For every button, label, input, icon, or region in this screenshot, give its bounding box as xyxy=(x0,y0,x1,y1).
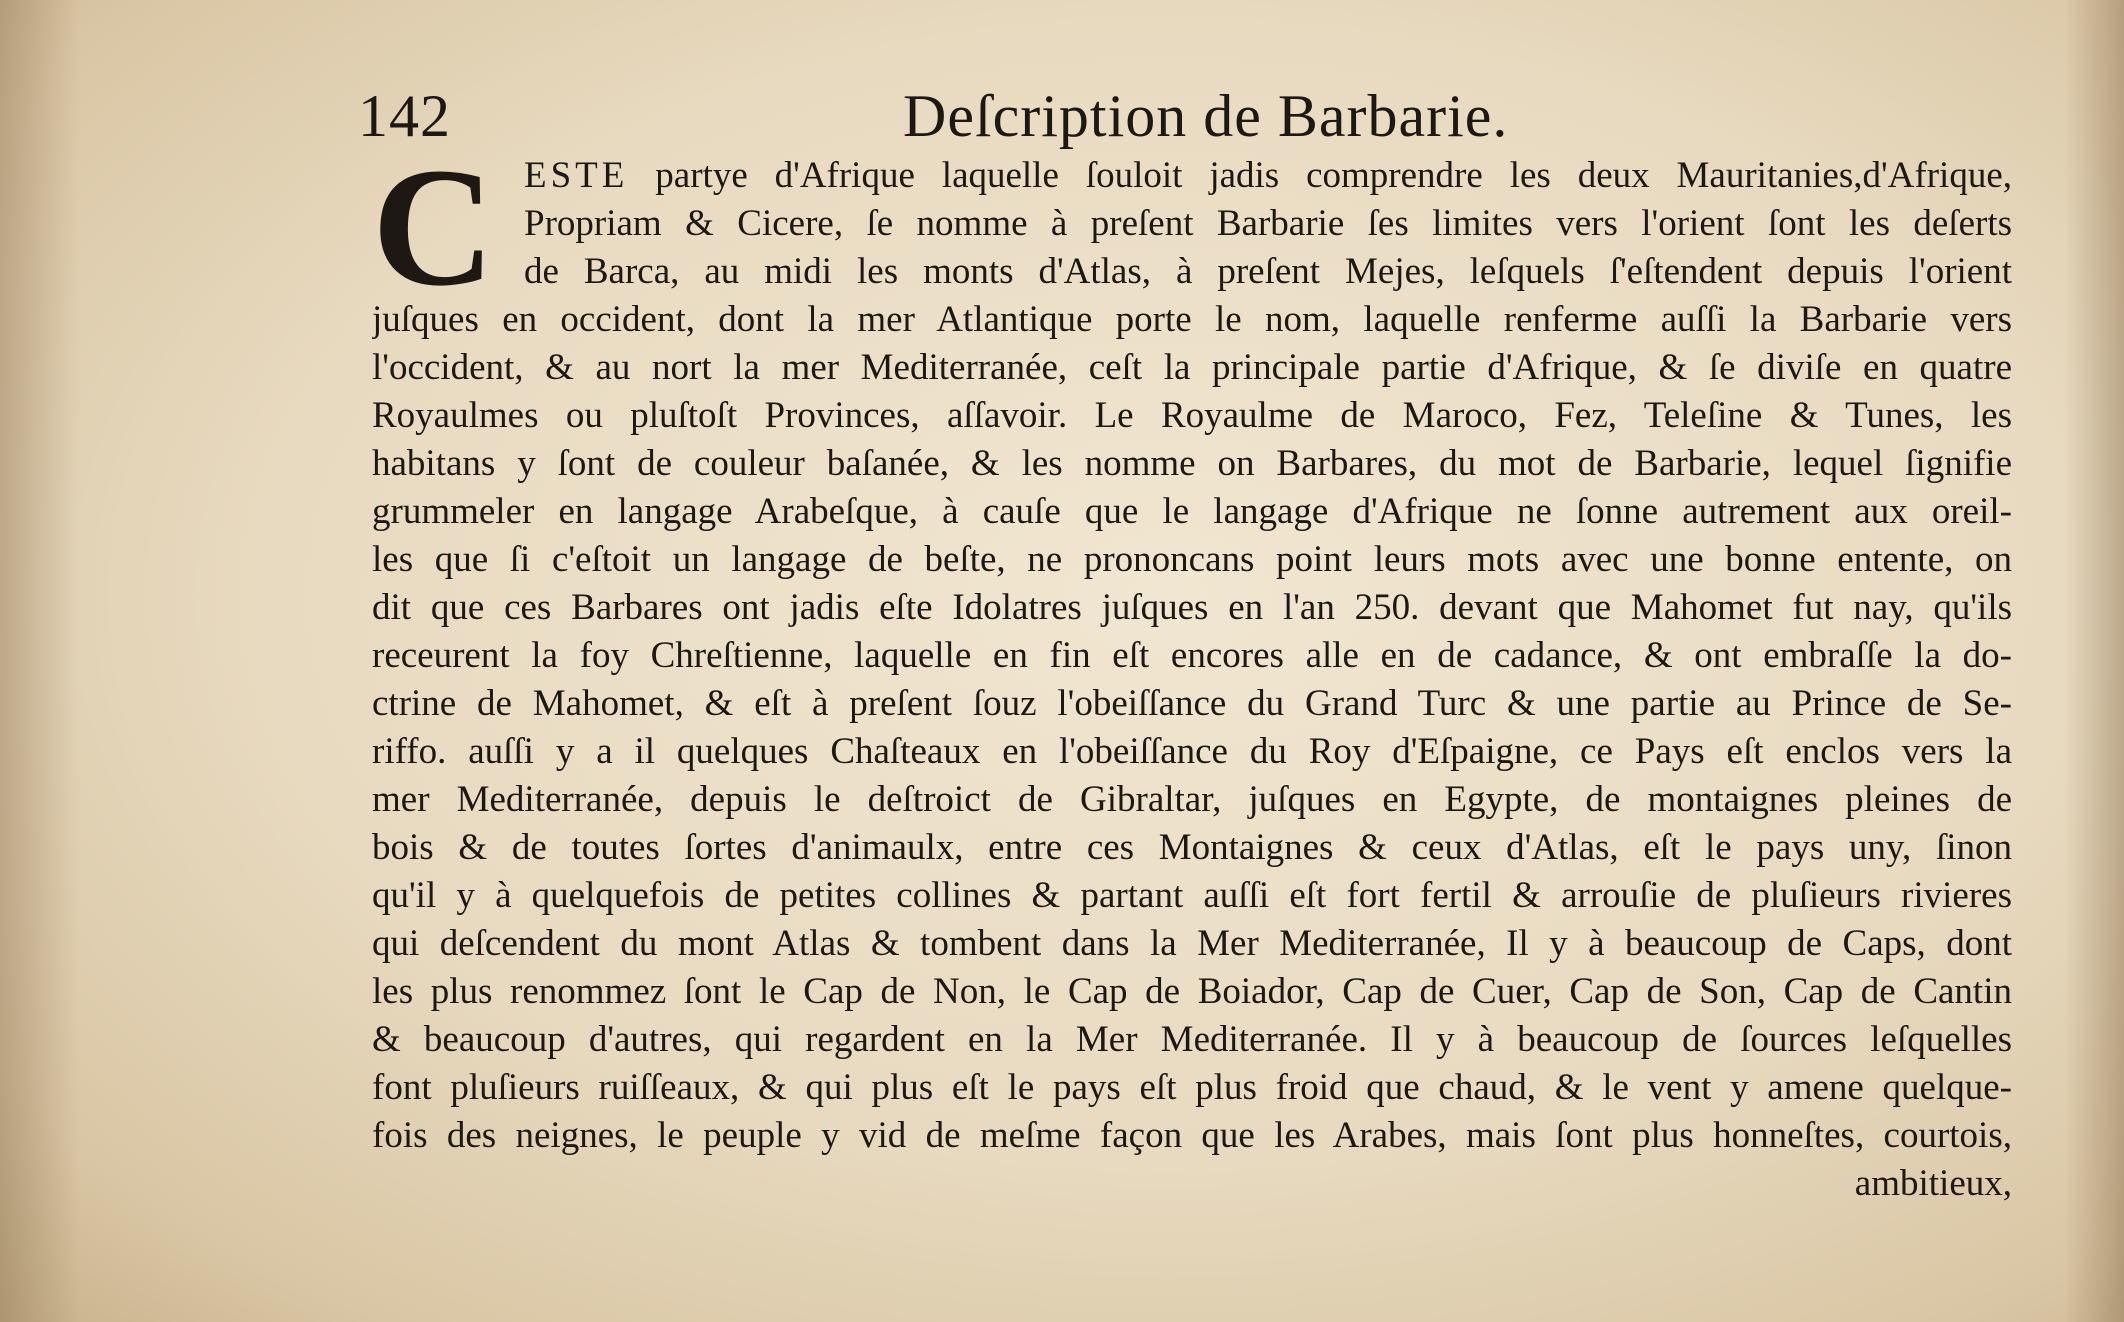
running-title: Deſcription de Barbarie. xyxy=(903,83,1509,149)
text-line-12: ctrine de Mahomet, & eſt à preſent ſouz l'obeiſſance du Grand Turc & une partie au Prince de Se- xyxy=(372,683,2012,724)
text-line-13: riffo. auſſi y a il quelques Chaſteaux en l'obeiſſance du Roy d'Eſpaigne, ce Pays eſt enclos vers la xyxy=(372,731,2012,772)
text-line-4: juſques en occident, dont la mer Atlantique porte le nom, laquelle renferme auſſi la Barbarie vers xyxy=(372,299,2012,340)
text-line-17: qui deſcendent du mont Atlas & tombent dans la Mer Mediterranée, Il y à beaucoup de Caps, dont xyxy=(372,923,2012,964)
drop-cap-initial: C xyxy=(372,133,495,321)
text-line-1: ESTE partye d'Afrique laquelle ſouloit jadis comprendre les deux Mauritanies,d'Afrique, xyxy=(524,155,2012,196)
text-line-2: Propriam & Cicere, ſe nomme à preſent Barbarie ſes limites vers l'orient ſont les deſerts xyxy=(524,203,2012,244)
text-line-14: mer Mediterranée, depuis le deſtroict de Gibraltar, juſques en Egypte, de montaignes pleines de xyxy=(372,779,2012,820)
body-text xyxy=(372,133,2012,1208)
opening-word: ESTE xyxy=(524,155,629,196)
text-line-11: receurent la foy Chreſtienne, laquelle en fin eſt encores alle en de cadance, & ont embraſſe la do- xyxy=(372,635,2012,676)
text-line-10: dit que ces Barbares ont jadis eſte Idolatres juſques en l'an 250. devant que Mahomet fut nay, qu'ils xyxy=(372,587,2012,628)
catchword: ambitieux, xyxy=(1854,1163,2012,1204)
text-line-16: qu'il y à quelquefois de petites collines & partant auſſi eſt fort fertil & arrouſie de pluſieurs rivieres xyxy=(372,875,2012,916)
text-line-5: l'occident, & au nort la mer Mediterranée, ceſt la principale partie d'Afrique, & ſe diviſe en quatre xyxy=(372,347,2012,388)
text-line-8: grummeler en langage Arabeſque, à cauſe que le langage d'Afrique ne ſonne autrement aux oreil- xyxy=(372,491,2012,532)
text-line-7: habitans y ſont de couleur baſanée, & les nomme on Barbares, du mot de Barbarie, lequel ſignifie xyxy=(372,443,2012,484)
text-line-20: font pluſieurs ruiſſeaux, & qui plus eſt le pays eſt plus froid que chaud, & le vent y amene quelque- xyxy=(372,1067,2012,1108)
text-line-19: & beaucoup d'autres, qui regardent en la Mer Mediterranée. Il y à beaucoup de ſources leſquelles xyxy=(372,1019,2012,1060)
text-line-21: fois des neignes, le peuple y vid de meſme façon que les Arabes, mais ſont plus honneſtes, courtois, xyxy=(372,1115,2012,1156)
page-header xyxy=(358,82,2018,152)
page-number: 142 xyxy=(358,83,451,149)
text-line-3: de Barca, au midi les monts d'Atlas, à preſent Mejes, leſquels ſ'eſtendent depuis l'orient xyxy=(524,251,2012,292)
text-line-15: bois & de toutes ſortes d'animaulx, entre ces Montaignes & ceux d'Atlas, eſt le pays uny, ſinon xyxy=(372,827,2012,868)
text-line-6: Royaulmes ou pluſtoſt Provinces, aſſavoir. Le Royaulme de Maroco, Fez, Teleſine & Tunes, les xyxy=(372,395,2012,436)
text-line-18: les plus renommez ſont le Cap de Non, le Cap de Boiador, Cap de Cuer, Cap de Son, Cap de Cantin xyxy=(372,971,2012,1012)
text-line-9: les que ſi c'eſtoit un langage de beſte, ne prononcans point leurs mots avec une bonne entente, on xyxy=(372,539,2012,580)
